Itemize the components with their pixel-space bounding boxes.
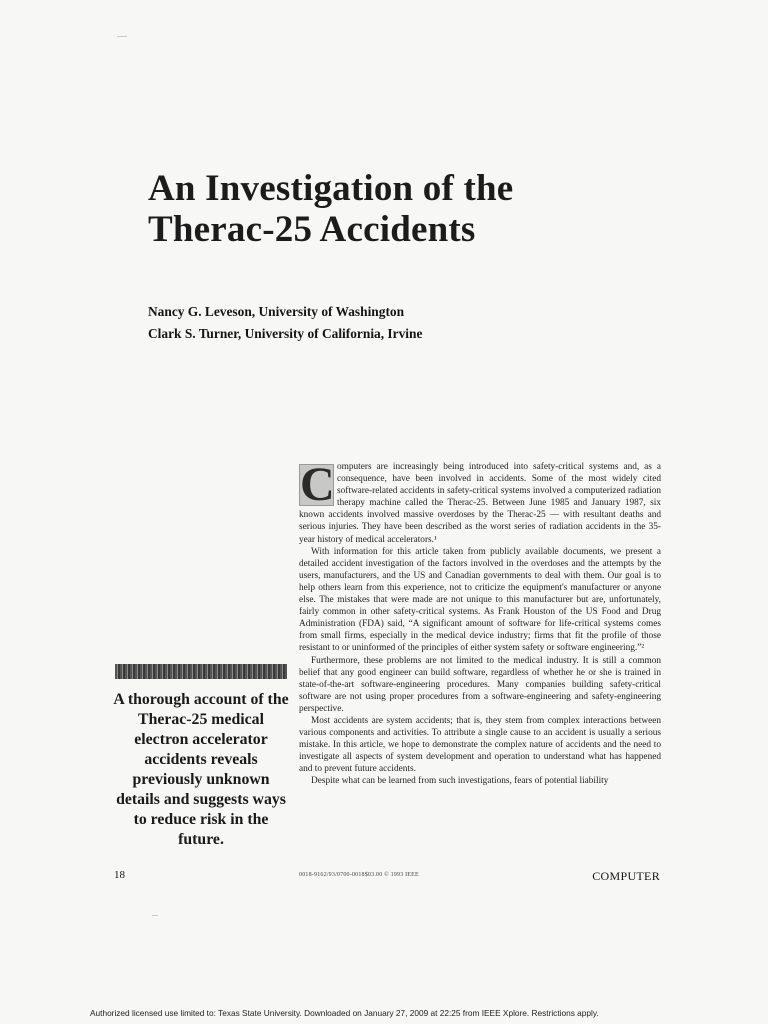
author-2: Clark S. Turner, University of California, Irvine (148, 326, 423, 341)
article-body (299, 458, 661, 788)
journal-name: COMPUTER (592, 869, 660, 883)
scan-speck (152, 915, 158, 916)
title-line-2: Therac-25 Accidents (148, 209, 476, 250)
decorative-bar (115, 664, 287, 679)
author-1: Nancy G. Leveson, University of Washington (148, 304, 405, 319)
paragraph-4: Most accidents are system accidents; that is, they stem from complex interactions between various components and activities. To attribute a single cause to an accident is usually a serious mistake. In this article, we hope to demonstrate the complex nature of accidents and the need to investigate all aspects of system development and operation to understand what has happened and to prevent future accidents. (299, 715, 661, 775)
paragraph-1: omputers are increasingly being introduced into safety-critical systems and, as a consequence, have been involved in accidents. Some of the most widely cited software-related accidents in safety-critical systems involved a computerized radiation therapy machine called the Therac-25. Between June 1985 and January 1987, six known accidents involved massive overdoses by the Therac-25 — with resultant deaths and serious injuries. They have been described as the worst series of radiation accidents in the 35-year history of medical accelerators.¹ (299, 462, 661, 545)
drop-cap: C (300, 458, 335, 511)
scan-speck (117, 36, 127, 37)
paragraph-5: Despite what can be learned from such investigations, fears of potential liability (311, 776, 609, 787)
document-code: 0018-9162/93/0700-0018$03.00 © 1993 IEEE (299, 872, 419, 878)
author-list (148, 301, 668, 345)
paragraph-2: With information for this article taken from publicly available documents, we present a detailed accident investigation of the factors involved in the overdoses and the attempts by the users, manufacturers, and the US and Canadian governments to deal with them. Our goal is to help others learn from this experience, not to criticize the equipment's manufacturer or anyone else. The mistakes that were made are not unique to this manufacturer but are, unfortunately, fairly common in other safety-critical systems. As Frank Houston of the US Food and Drug Administration (FDA) said, “A significant amount of software for life-critical systems comes from small firms, especially in the medical device industry; firms that fit the profile of those resistant to or uninformed of the principles of either system safety or software engineering.”² (299, 546, 661, 654)
title-line-1: An Investigation of the (148, 168, 514, 209)
paragraph-3: Furthermore, these problems are not limited to the medical industry. It is still a common belief that any good engineer can build software, regardless of whether he or she is trained in state-of-the-art software-engineering procedures. Many companies building safety-critical software are not using proper procedures from a software-engineering and safety-engineering perspective. (299, 655, 661, 714)
page-number: 18 (114, 869, 125, 881)
article-title (148, 168, 668, 250)
license-notice: Authorized licensed use limited to: Texas State University. Downloaded on January 27, 2009 at 22:25 from IEEE Xplore. Restrictions apply. (90, 1008, 599, 1018)
pull-quote: A thorough account of the Therac-25 medical electron accelerator accidents reveals previously unknown details and suggests ways to reduce risk in the future. (113, 691, 289, 848)
